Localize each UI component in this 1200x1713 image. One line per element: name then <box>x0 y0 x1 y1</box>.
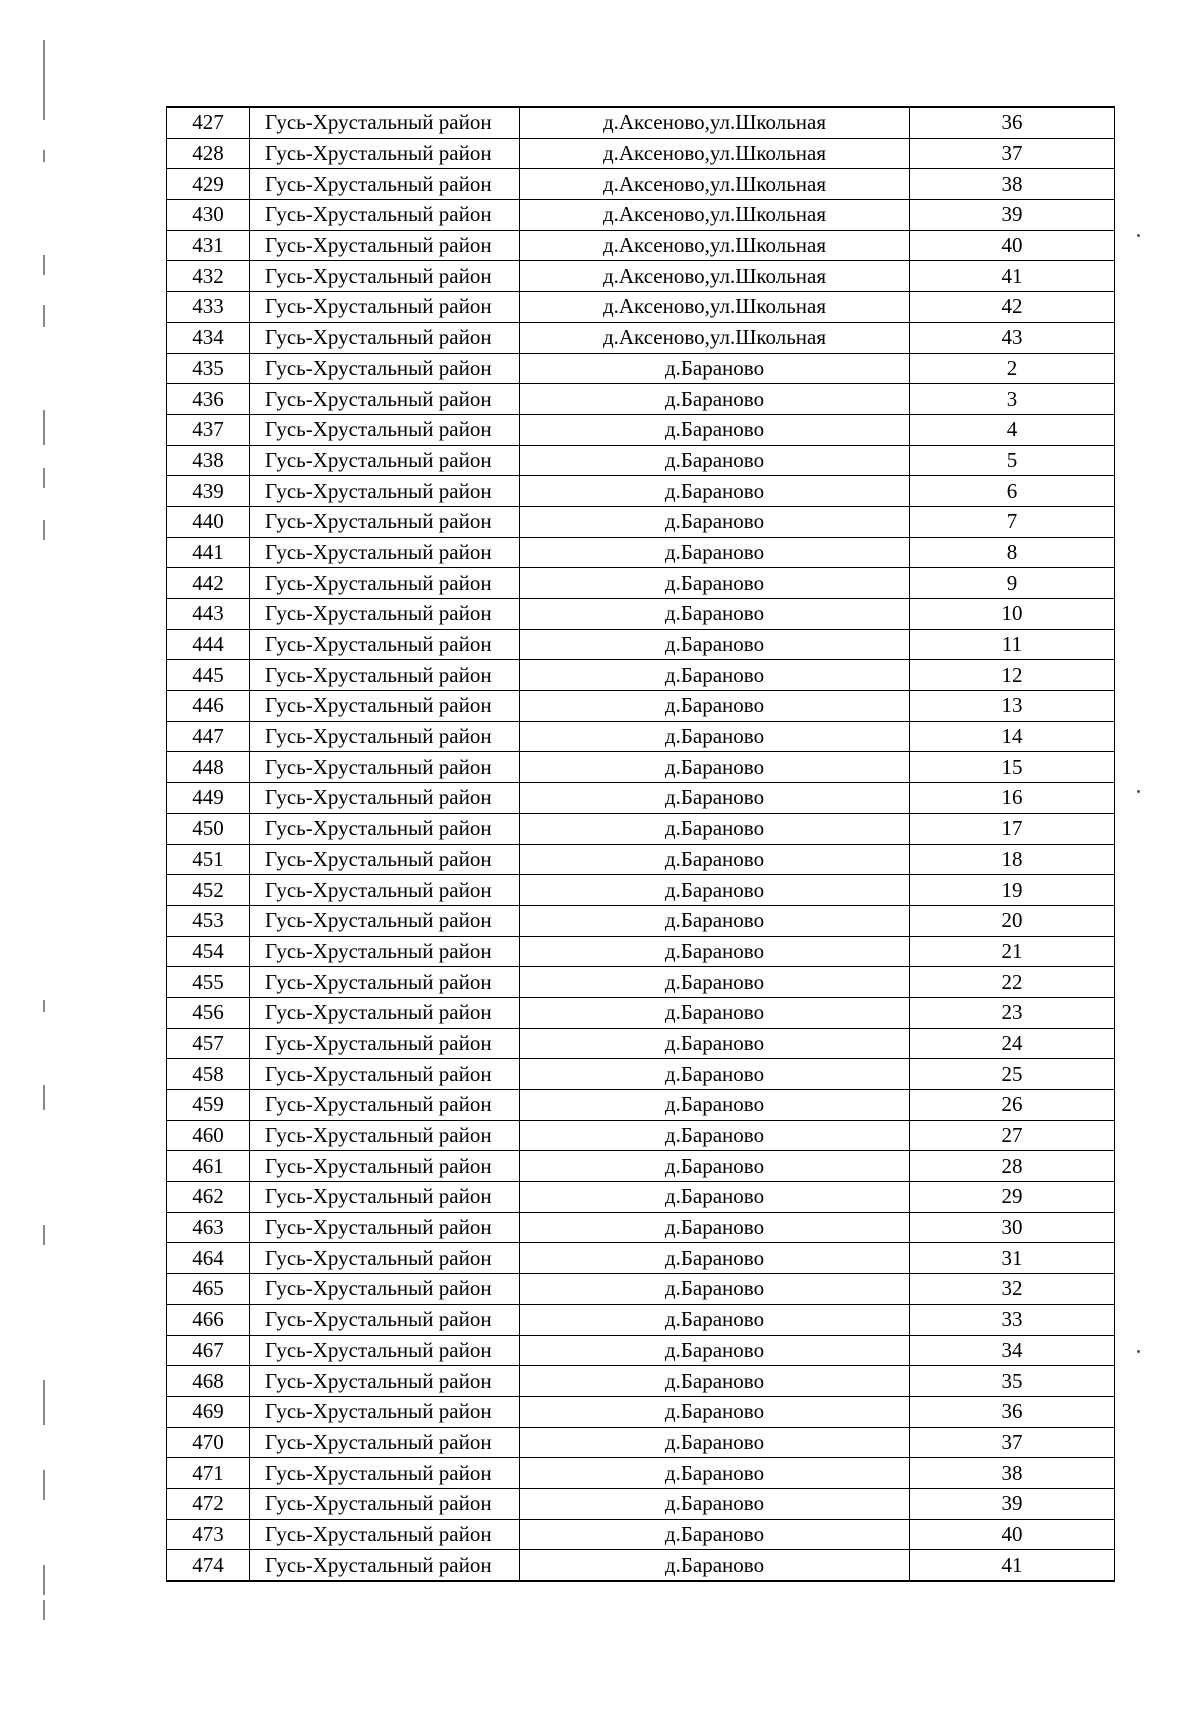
district-cell: Гусь-Хрустальный район <box>250 506 520 537</box>
district-cell: Гусь-Хрустальный район <box>250 1212 520 1243</box>
district-cell: Гусь-Хрустальный район <box>250 230 520 261</box>
table-row <box>167 476 1115 507</box>
table-row <box>167 813 1115 844</box>
locality-cell: д.Бараново <box>520 1090 910 1121</box>
row-number-cell: 473 <box>167 1519 250 1550</box>
house-number-cell: 42 <box>910 292 1115 323</box>
table-row <box>167 384 1115 415</box>
table-row <box>167 568 1115 599</box>
row-number-cell: 465 <box>167 1274 250 1305</box>
row-number-cell: 439 <box>167 476 250 507</box>
district-cell: Гусь-Хрустальный район <box>250 292 520 323</box>
district-cell: Гусь-Хрустальный район <box>250 169 520 200</box>
scan-margin-mark <box>43 1225 45 1245</box>
table-row <box>167 905 1115 936</box>
house-number-cell: 12 <box>910 660 1115 691</box>
house-number-cell: 25 <box>910 1059 1115 1090</box>
district-cell: Гусь-Хрустальный район <box>250 783 520 814</box>
row-number-cell: 441 <box>167 537 250 568</box>
row-number-cell: 469 <box>167 1396 250 1427</box>
row-number-cell: 447 <box>167 721 250 752</box>
table-row <box>167 1550 1115 1581</box>
table-row <box>167 138 1115 169</box>
row-number-cell: 456 <box>167 997 250 1028</box>
scan-margin-mark <box>43 1380 45 1425</box>
house-number-cell: 5 <box>910 445 1115 476</box>
house-number-cell: 17 <box>910 813 1115 844</box>
district-cell: Гусь-Хрустальный район <box>250 721 520 752</box>
table-row <box>167 1151 1115 1182</box>
house-number-cell: 9 <box>910 568 1115 599</box>
scan-speck <box>1137 790 1140 793</box>
house-number-cell: 16 <box>910 783 1115 814</box>
table-row <box>167 1090 1115 1121</box>
house-number-cell: 39 <box>910 1488 1115 1519</box>
table-row <box>167 230 1115 261</box>
row-number-cell: 429 <box>167 169 250 200</box>
row-number-cell: 432 <box>167 261 250 292</box>
scan-margin-mark <box>43 520 45 540</box>
house-number-cell: 21 <box>910 936 1115 967</box>
house-number-cell: 24 <box>910 1028 1115 1059</box>
locality-cell: д.Бараново <box>520 353 910 384</box>
house-number-cell: 35 <box>910 1366 1115 1397</box>
table-row <box>167 1396 1115 1427</box>
row-number-cell: 470 <box>167 1427 250 1458</box>
locality-cell: д.Бараново <box>520 384 910 415</box>
locality-cell: д.Аксеново,ул.Школьная <box>520 322 910 353</box>
locality-cell: д.Бараново <box>520 1212 910 1243</box>
house-number-cell: 33 <box>910 1304 1115 1335</box>
house-number-cell: 6 <box>910 476 1115 507</box>
row-number-cell: 474 <box>167 1550 250 1581</box>
row-number-cell: 455 <box>167 967 250 998</box>
row-number-cell: 459 <box>167 1090 250 1121</box>
table-row <box>167 936 1115 967</box>
row-number-cell: 466 <box>167 1304 250 1335</box>
table-row <box>167 1519 1115 1550</box>
locality-cell: д.Бараново <box>520 1151 910 1182</box>
row-number-cell: 468 <box>167 1366 250 1397</box>
table-row <box>167 353 1115 384</box>
house-number-cell: 37 <box>910 138 1115 169</box>
scan-margin-mark <box>43 1085 45 1110</box>
row-number-cell: 434 <box>167 322 250 353</box>
locality-cell: д.Бараново <box>520 844 910 875</box>
table-row <box>167 322 1115 353</box>
table-row <box>167 169 1115 200</box>
district-cell: Гусь-Хрустальный район <box>250 997 520 1028</box>
district-cell: Гусь-Хрустальный район <box>250 107 520 138</box>
address-table-body <box>167 107 1115 1581</box>
row-number-cell: 437 <box>167 414 250 445</box>
table-row <box>167 875 1115 906</box>
scan-margin-mark <box>43 468 45 488</box>
house-number-cell: 38 <box>910 169 1115 200</box>
locality-cell: д.Бараново <box>520 997 910 1028</box>
house-number-cell: 29 <box>910 1182 1115 1213</box>
district-cell: Гусь-Хрустальный район <box>250 261 520 292</box>
house-number-cell: 28 <box>910 1151 1115 1182</box>
table-row <box>167 1243 1115 1274</box>
locality-cell: д.Аксеново,ул.Школьная <box>520 261 910 292</box>
district-cell: Гусь-Хрустальный район <box>250 384 520 415</box>
scan-speck <box>1137 234 1140 237</box>
district-cell: Гусь-Хрустальный район <box>250 629 520 660</box>
house-number-cell: 26 <box>910 1090 1115 1121</box>
district-cell: Гусь-Хрустальный район <box>250 1120 520 1151</box>
house-number-cell: 31 <box>910 1243 1115 1274</box>
house-number-cell: 22 <box>910 967 1115 998</box>
locality-cell: д.Бараново <box>520 813 910 844</box>
table-row <box>167 691 1115 722</box>
district-cell: Гусь-Хрустальный район <box>250 1151 520 1182</box>
scan-margin-mark <box>43 410 45 445</box>
district-cell: Гусь-Хрустальный район <box>250 1028 520 1059</box>
table-row <box>167 1274 1115 1305</box>
scan-margin-mark <box>43 1470 45 1500</box>
row-number-cell: 451 <box>167 844 250 875</box>
house-number-cell: 14 <box>910 721 1115 752</box>
locality-cell: д.Бараново <box>520 936 910 967</box>
table-row <box>167 107 1115 138</box>
house-number-cell: 3 <box>910 384 1115 415</box>
table-row <box>167 506 1115 537</box>
locality-cell: д.Бараново <box>520 783 910 814</box>
district-cell: Гусь-Хрустальный район <box>250 1090 520 1121</box>
locality-cell: д.Бараново <box>520 1120 910 1151</box>
district-cell: Гусь-Хрустальный район <box>250 1059 520 1090</box>
locality-cell: д.Бараново <box>520 905 910 936</box>
district-cell: Гусь-Хрустальный район <box>250 752 520 783</box>
district-cell: Гусь-Хрустальный район <box>250 537 520 568</box>
locality-cell: д.Бараново <box>520 1304 910 1335</box>
table-row <box>167 599 1115 630</box>
table-row <box>167 292 1115 323</box>
scan-margin-mark <box>43 1600 45 1620</box>
table-row <box>167 1182 1115 1213</box>
house-number-cell: 18 <box>910 844 1115 875</box>
house-number-cell: 20 <box>910 905 1115 936</box>
house-number-cell: 27 <box>910 1120 1115 1151</box>
locality-cell: д.Бараново <box>520 691 910 722</box>
address-table <box>166 106 1115 1582</box>
district-cell: Гусь-Хрустальный район <box>250 967 520 998</box>
row-number-cell: 467 <box>167 1335 250 1366</box>
table-row <box>167 1028 1115 1059</box>
district-cell: Гусь-Хрустальный район <box>250 1519 520 1550</box>
locality-cell: д.Бараново <box>520 445 910 476</box>
district-cell: Гусь-Хрустальный район <box>250 844 520 875</box>
row-number-cell: 453 <box>167 905 250 936</box>
locality-cell: д.Бараново <box>520 537 910 568</box>
locality-cell: д.Бараново <box>520 476 910 507</box>
district-cell: Гусь-Хрустальный район <box>250 1304 520 1335</box>
table-row <box>167 752 1115 783</box>
house-number-cell: 40 <box>910 1519 1115 1550</box>
table-row <box>167 1212 1115 1243</box>
district-cell: Гусь-Хрустальный район <box>250 691 520 722</box>
table-row <box>167 844 1115 875</box>
row-number-cell: 445 <box>167 660 250 691</box>
district-cell: Гусь-Хрустальный район <box>250 1427 520 1458</box>
row-number-cell: 457 <box>167 1028 250 1059</box>
row-number-cell: 472 <box>167 1488 250 1519</box>
scan-margin-mark <box>43 150 45 162</box>
table-row <box>167 1059 1115 1090</box>
house-number-cell: 40 <box>910 230 1115 261</box>
locality-cell: д.Бараново <box>520 599 910 630</box>
house-number-cell: 19 <box>910 875 1115 906</box>
row-number-cell: 446 <box>167 691 250 722</box>
house-number-cell: 37 <box>910 1427 1115 1458</box>
locality-cell: д.Бараново <box>520 1028 910 1059</box>
district-cell: Гусь-Хрустальный район <box>250 660 520 691</box>
locality-cell: д.Бараново <box>520 1396 910 1427</box>
row-number-cell: 461 <box>167 1151 250 1182</box>
locality-cell: д.Бараново <box>520 1274 910 1305</box>
row-number-cell: 431 <box>167 230 250 261</box>
house-number-cell: 38 <box>910 1458 1115 1489</box>
locality-cell: д.Бараново <box>520 506 910 537</box>
house-number-cell: 2 <box>910 353 1115 384</box>
table-row <box>167 537 1115 568</box>
district-cell: Гусь-Хрустальный район <box>250 1396 520 1427</box>
table-row <box>167 967 1115 998</box>
table-row <box>167 1427 1115 1458</box>
row-number-cell: 454 <box>167 936 250 967</box>
house-number-cell: 39 <box>910 200 1115 231</box>
locality-cell: д.Аксеново,ул.Школьная <box>520 200 910 231</box>
locality-cell: д.Бараново <box>520 875 910 906</box>
house-number-cell: 8 <box>910 537 1115 568</box>
table-row <box>167 1488 1115 1519</box>
locality-cell: д.Аксеново,ул.Школьная <box>520 169 910 200</box>
district-cell: Гусь-Хрустальный район <box>250 1274 520 1305</box>
row-number-cell: 462 <box>167 1182 250 1213</box>
locality-cell: д.Бараново <box>520 568 910 599</box>
row-number-cell: 460 <box>167 1120 250 1151</box>
locality-cell: д.Бараново <box>520 629 910 660</box>
table-row <box>167 1335 1115 1366</box>
row-number-cell: 433 <box>167 292 250 323</box>
house-number-cell: 11 <box>910 629 1115 660</box>
row-number-cell: 448 <box>167 752 250 783</box>
locality-cell: д.Бараново <box>520 721 910 752</box>
scan-margin-mark <box>43 40 45 120</box>
row-number-cell: 428 <box>167 138 250 169</box>
table-row <box>167 261 1115 292</box>
house-number-cell: 36 <box>910 1396 1115 1427</box>
district-cell: Гусь-Хрустальный район <box>250 1366 520 1397</box>
table-row <box>167 1458 1115 1489</box>
locality-cell: д.Бараново <box>520 1488 910 1519</box>
district-cell: Гусь-Хрустальный район <box>250 568 520 599</box>
district-cell: Гусь-Хрустальный район <box>250 1243 520 1274</box>
table-row <box>167 1366 1115 1397</box>
house-number-cell: 15 <box>910 752 1115 783</box>
district-cell: Гусь-Хрустальный район <box>250 476 520 507</box>
district-cell: Гусь-Хрустальный район <box>250 1458 520 1489</box>
row-number-cell: 450 <box>167 813 250 844</box>
row-number-cell: 436 <box>167 384 250 415</box>
table-row <box>167 445 1115 476</box>
district-cell: Гусь-Хрустальный район <box>250 1182 520 1213</box>
district-cell: Гусь-Хрустальный район <box>250 322 520 353</box>
district-cell: Гусь-Хрустальный район <box>250 936 520 967</box>
row-number-cell: 471 <box>167 1458 250 1489</box>
house-number-cell: 36 <box>910 107 1115 138</box>
district-cell: Гусь-Хрустальный район <box>250 1550 520 1581</box>
table-row <box>167 1120 1115 1151</box>
district-cell: Гусь-Хрустальный район <box>250 200 520 231</box>
scan-margin-mark <box>43 305 45 327</box>
district-cell: Гусь-Хрустальный район <box>250 813 520 844</box>
row-number-cell: 458 <box>167 1059 250 1090</box>
district-cell: Гусь-Хрустальный район <box>250 875 520 906</box>
district-cell: Гусь-Хрустальный район <box>250 445 520 476</box>
table-row <box>167 629 1115 660</box>
locality-cell: д.Бараново <box>520 1243 910 1274</box>
table-row <box>167 783 1115 814</box>
row-number-cell: 449 <box>167 783 250 814</box>
row-number-cell: 440 <box>167 506 250 537</box>
locality-cell: д.Бараново <box>520 1458 910 1489</box>
row-number-cell: 452 <box>167 875 250 906</box>
locality-cell: д.Бараново <box>520 1182 910 1213</box>
house-number-cell: 30 <box>910 1212 1115 1243</box>
scan-margin-mark <box>43 1000 45 1012</box>
locality-cell: д.Аксеново,ул.Школьная <box>520 138 910 169</box>
table-row <box>167 200 1115 231</box>
locality-cell: д.Бараново <box>520 414 910 445</box>
locality-cell: д.Аксеново,ул.Школьная <box>520 230 910 261</box>
row-number-cell: 442 <box>167 568 250 599</box>
row-number-cell: 430 <box>167 200 250 231</box>
house-number-cell: 41 <box>910 261 1115 292</box>
scan-speck <box>1137 1350 1140 1353</box>
table-row <box>167 660 1115 691</box>
locality-cell: д.Бараново <box>520 660 910 691</box>
locality-cell: д.Аксеново,ул.Школьная <box>520 292 910 323</box>
locality-cell: д.Аксеново,ул.Школьная <box>520 107 910 138</box>
row-number-cell: 463 <box>167 1212 250 1243</box>
locality-cell: д.Бараново <box>520 967 910 998</box>
locality-cell: д.Бараново <box>520 1427 910 1458</box>
house-number-cell: 10 <box>910 599 1115 630</box>
district-cell: Гусь-Хрустальный район <box>250 1488 520 1519</box>
district-cell: Гусь-Хрустальный район <box>250 414 520 445</box>
district-cell: Гусь-Хрустальный район <box>250 138 520 169</box>
house-number-cell: 34 <box>910 1335 1115 1366</box>
row-number-cell: 464 <box>167 1243 250 1274</box>
table-row <box>167 997 1115 1028</box>
locality-cell: д.Бараново <box>520 752 910 783</box>
scan-margin-mark <box>43 255 45 275</box>
district-cell: Гусь-Хрустальный район <box>250 905 520 936</box>
table-row <box>167 721 1115 752</box>
house-number-cell: 4 <box>910 414 1115 445</box>
locality-cell: д.Бараново <box>520 1366 910 1397</box>
house-number-cell: 23 <box>910 997 1115 1028</box>
district-cell: Гусь-Хрустальный район <box>250 1335 520 1366</box>
table-row <box>167 414 1115 445</box>
locality-cell: д.Бараново <box>520 1335 910 1366</box>
district-cell: Гусь-Хрустальный район <box>250 353 520 384</box>
district-cell: Гусь-Хрустальный район <box>250 599 520 630</box>
row-number-cell: 443 <box>167 599 250 630</box>
row-number-cell: 444 <box>167 629 250 660</box>
locality-cell: д.Бараново <box>520 1519 910 1550</box>
row-number-cell: 438 <box>167 445 250 476</box>
locality-cell: д.Бараново <box>520 1059 910 1090</box>
row-number-cell: 427 <box>167 107 250 138</box>
house-number-cell: 7 <box>910 506 1115 537</box>
house-number-cell: 41 <box>910 1550 1115 1581</box>
house-number-cell: 13 <box>910 691 1115 722</box>
row-number-cell: 435 <box>167 353 250 384</box>
house-number-cell: 43 <box>910 322 1115 353</box>
house-number-cell: 32 <box>910 1274 1115 1305</box>
scan-margin-mark <box>43 1565 45 1595</box>
table-row <box>167 1304 1115 1335</box>
locality-cell: д.Бараново <box>520 1550 910 1581</box>
